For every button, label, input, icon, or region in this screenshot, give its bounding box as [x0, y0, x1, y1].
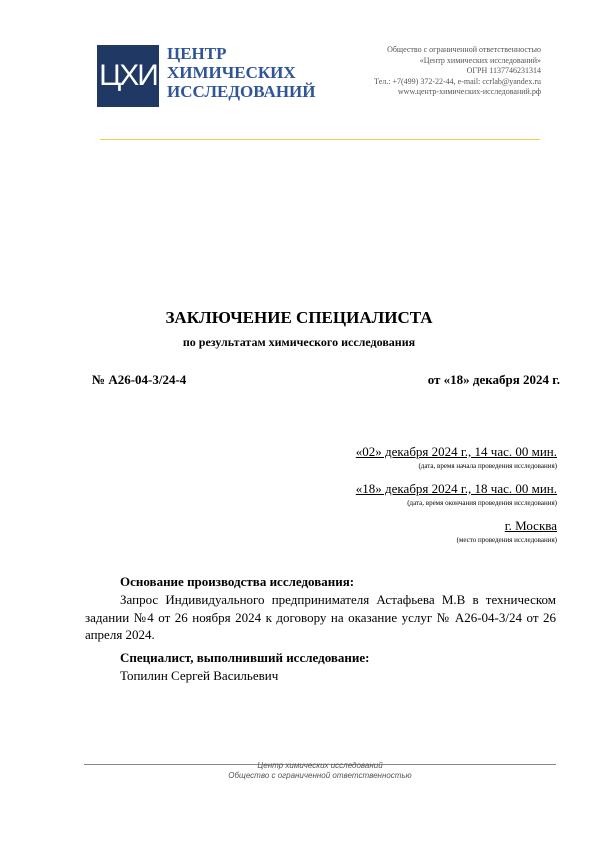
company-line: «Центр химических исследований»: [419, 55, 541, 65]
document-date: от «18» декабря 2024 г.: [427, 372, 560, 387]
logo-line-3: ИССЛЕДОВАНИЙ: [167, 82, 316, 101]
company-line: Тел.: +7(499) 372-22-44, e-mail: ccrlab@yandex.ru: [374, 76, 541, 86]
document-number: № А26-04-3/24-4: [92, 372, 187, 387]
company-line: www.центр-химических-исследований.рф: [397, 87, 541, 96]
company-line: ОГРН 1137746231314: [466, 66, 541, 75]
logo-line-1: ЦЕНТР: [167, 44, 227, 63]
company-details: [374, 45, 541, 98]
specialist-heading: Специалист, выполнивший исследование:: [120, 650, 370, 665]
company-logo: [97, 45, 159, 107]
logo-wordmark: [167, 44, 316, 101]
logo-letters: ЦХИ: [99, 59, 157, 92]
start-datetime: «02» декабря 2024 г., 14 час. 00 мин.: [355, 444, 557, 459]
basis-heading: Основание производства исследования:: [120, 574, 355, 589]
document-title: ЗАКЛЮЧЕНИЕ СПЕЦИАЛИСТА: [165, 308, 433, 327]
start-datetime-note: (дата, время начала проведения исследования): [418, 462, 557, 470]
header-divider: [100, 139, 540, 140]
footer-line-1: Центр химических исследований: [257, 761, 383, 770]
end-datetime-note: (дата, время окончания проведения исследования): [407, 499, 557, 507]
footer-line-2: Общество с ограниченной ответственностью: [228, 771, 412, 780]
company-line: Общество с ограниченной ответственностью: [387, 45, 541, 54]
logo-line-2: ХИМИЧЕСКИХ: [167, 63, 296, 82]
place-note: (место проведения исследования): [456, 536, 557, 544]
end-datetime: «18» декабря 2024 г., 18 час. 00 мин.: [355, 481, 557, 496]
place: г. Москва: [504, 518, 557, 533]
specialist-name: Топилин Сергей Васильевич: [120, 668, 279, 683]
basis-text: Запрос Индивидуального предпринимателя Астафьева М.В в техническом задании №4 от 26 ноября 2024 к договору на оказание услуг № А26-04-3/24 от 26 апреля 2024.: [85, 592, 556, 642]
document-subtitle: по результатам химического исследования: [182, 335, 416, 349]
